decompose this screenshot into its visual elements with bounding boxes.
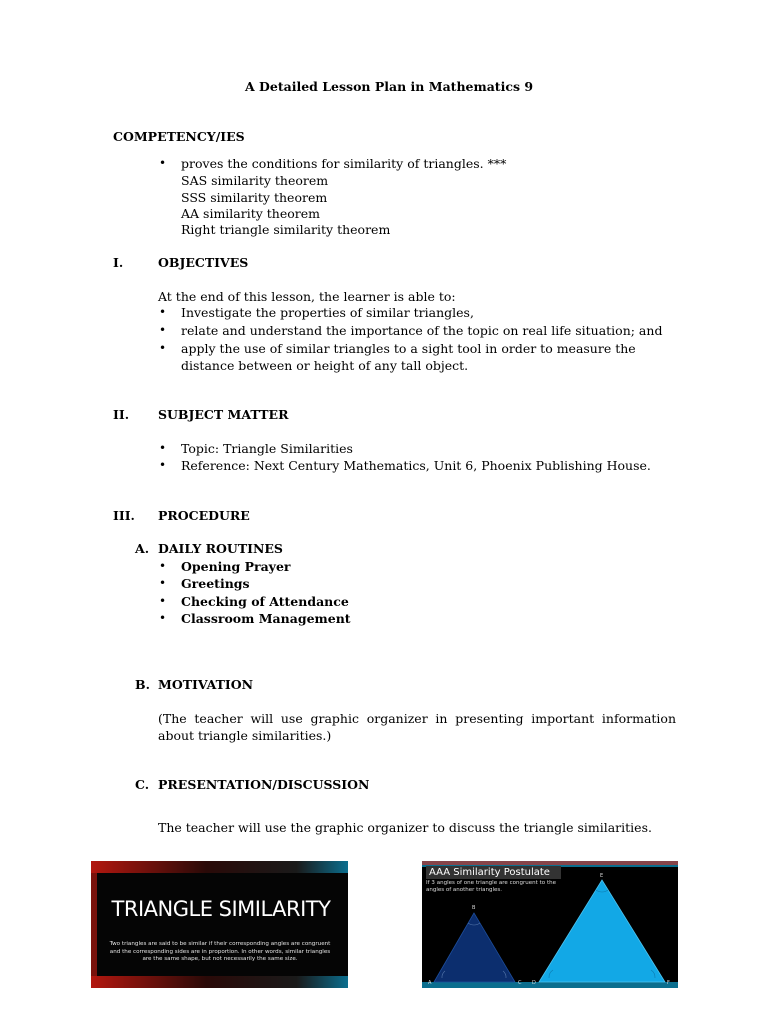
- slide-title: TRIANGLE SIMILARITY: [111, 897, 331, 921]
- slide-body: Two triangles are said to be similar if their corresponding angles are congruent and the corresponding sides are in proportion. In other words, similar triangles are the same shape, but not necessarily the same size.: [109, 941, 331, 962]
- vertex-label: A: [428, 980, 432, 986]
- bullet-icon: •: [159, 594, 167, 608]
- objectives-intro: At the end of this lesson, the learner is able to:: [158, 289, 456, 304]
- vertex-label: E: [600, 873, 604, 879]
- slide-triangle-similarity: [91, 861, 348, 988]
- competency-item: SAS similarity theorem: [181, 173, 329, 188]
- bullet-icon: •: [159, 576, 167, 590]
- bullet-icon: •: [159, 441, 167, 455]
- section-numeral: III.: [113, 508, 135, 523]
- subject-matter-heading: SUBJECT MATTER: [158, 407, 289, 422]
- slide-body: If 3 angles of one triangle are congruent to the angles of another triangles.: [426, 880, 556, 893]
- competency-heading: COMPETENCY/IES: [113, 129, 245, 144]
- routine-item: Classroom Management: [181, 611, 351, 626]
- slide-background: [91, 861, 348, 988]
- section-numeral: I.: [113, 255, 124, 270]
- bullet-icon: •: [159, 323, 167, 337]
- section-numeral: II.: [113, 407, 130, 422]
- routine-item: Checking of Attendance: [181, 594, 349, 609]
- daily-routines-heading: DAILY ROUTINES: [158, 541, 283, 556]
- subsection-letter: C.: [135, 777, 150, 792]
- objective-item: Investigate the properties of similar triangles,: [181, 305, 474, 320]
- bullet-icon: •: [159, 559, 167, 573]
- competency-item: SSS similarity theorem: [181, 190, 328, 205]
- vertex-label: F: [667, 980, 670, 986]
- subsection-letter: A.: [135, 541, 150, 556]
- presentation-heading: PRESENTATION/DISCUSSION: [158, 777, 370, 792]
- motivation-text: (The teacher will use graphic organizer in presenting important information about triangle similarities.): [158, 711, 676, 743]
- objective-item: relate and understand the importance of the topic on real life situation; and: [181, 323, 663, 338]
- subject-reference: Reference: Next Century Mathematics, Unit 6, Phoenix Publishing House.: [181, 458, 651, 473]
- slide-title: AAA Similarity Postulate: [426, 866, 561, 879]
- objectives-heading: OBJECTIVES: [158, 255, 249, 270]
- objective-item: apply the use of similar triangles to a sight tool in order to measure the: [181, 341, 636, 356]
- bullet-icon: •: [159, 156, 167, 170]
- bullet-icon: •: [159, 305, 167, 319]
- motivation-heading: MOTIVATION: [158, 677, 254, 692]
- competency-item: Right triangle similarity theorem: [181, 222, 391, 237]
- competency-item: proves the conditions for similarity of triangles. ***: [181, 156, 507, 171]
- bullet-icon: •: [159, 611, 167, 625]
- document-title: A Detailed Lesson Plan in Mathematics 9: [245, 79, 534, 94]
- vertex-label: B: [472, 905, 476, 911]
- vertex-label: C: [518, 980, 522, 986]
- competency-item: AA similarity theorem: [181, 206, 320, 221]
- routine-item: Opening Prayer: [181, 559, 291, 574]
- slide-aaa-similarity: [422, 861, 678, 988]
- presentation-text: The teacher will use the graphic organizer to discuss the triangle similarities.: [158, 820, 652, 835]
- subject-topic: Topic: Triangle Similarities: [181, 441, 353, 456]
- bullet-icon: •: [159, 458, 167, 472]
- routine-item: Greetings: [181, 576, 250, 591]
- vertex-label: D: [532, 980, 536, 986]
- bullet-icon: •: [159, 341, 167, 355]
- objective-item-continued: distance between or height of any tall object.: [181, 358, 469, 373]
- subsection-letter: B.: [135, 677, 150, 692]
- procedure-heading: PROCEDURE: [158, 508, 250, 523]
